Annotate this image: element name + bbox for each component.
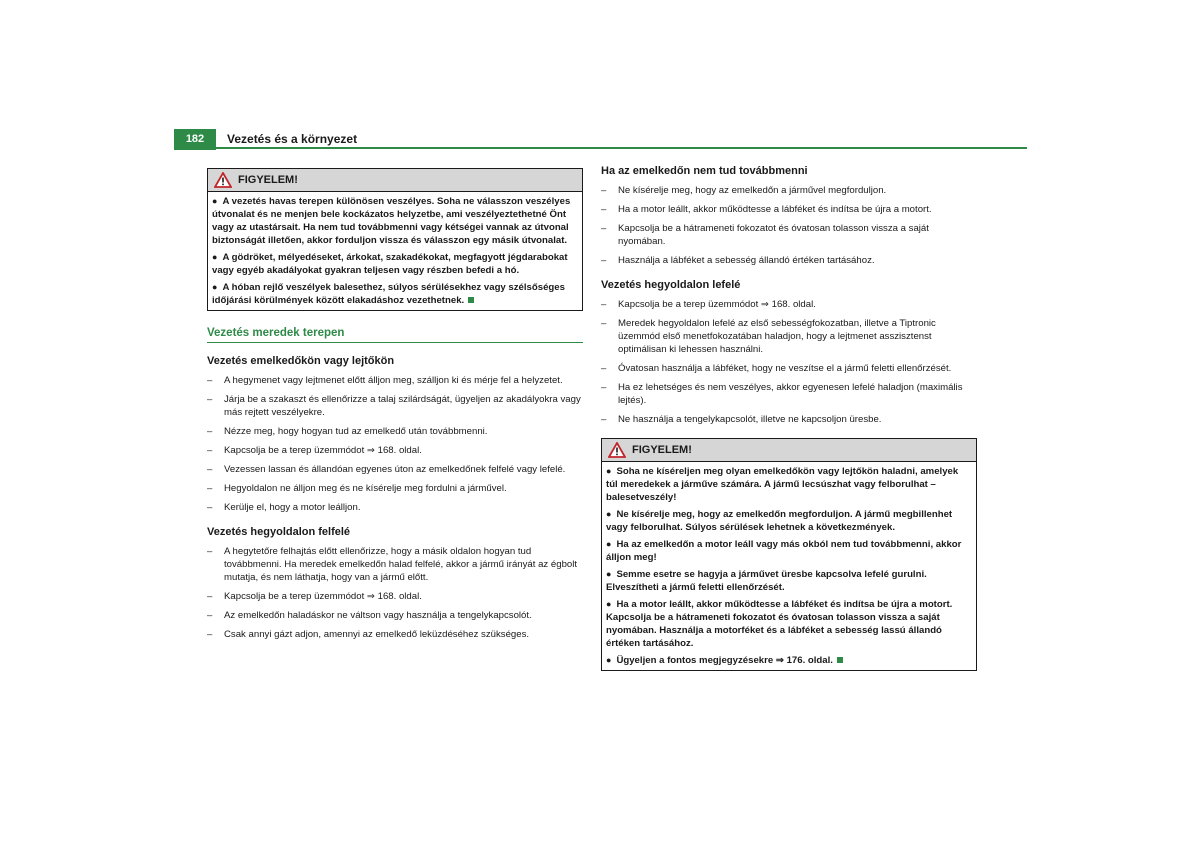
- page-number: 182: [174, 129, 216, 150]
- list-item: – Vezessen lassan és állandóan egyenes úton az emelkedőnek felfelé vagy lefelé.: [207, 463, 583, 476]
- bullet-icon: ●: [212, 252, 218, 262]
- list-item: – A hegytetőre felhajtás előtt ellenőrizze, hogy a másik oldalon hogyan tud továbbmenni. Ha meredek emelkedőn halad felfelé, akkor a jármű irányát az égbolt mutatja, és nem láthatja, hogy van a jármű előtt.: [207, 545, 583, 584]
- warning-item: ● A vezetés havas terepen különösen veszélyes. Soha ne válasszon veszélyes útvonalat és ne menjen bele kockázatos helyzetbe, ami veszélyeztethetné Önt vagy az utastársait. Ha nem tud továbbmenni vagy kétségei vannak az útvonal biztonságát illetően, akkor forduljon vissza és válasszon egy másik útvonalat.: [212, 196, 571, 246]
- list-item: – Ne kísérelje meg, hogy az emelkedőn a járművel megforduljon.: [601, 184, 977, 197]
- bullet-icon: ●: [212, 196, 218, 206]
- warning-item: ● Ha az emelkedőn a motor leáll vagy más okból nem tud továbbmenni, akkor álljon meg!: [606, 539, 962, 563]
- warning-item: ● Semme esetre se hagyja a járművet üresbe kapcsolva lefelé gurulni. Elveszítheti a jármű feletti ellenőrzését.: [606, 569, 927, 593]
- end-square-icon: [468, 297, 474, 303]
- warning-item: ● A hóban rejlő veszélyek balesethez, súlyos sérülésekhez vagy szélsőséges időjárási körülmények között elakadáshoz vezethetnek.: [212, 282, 565, 306]
- chapter-title: Vezetés és a környezet: [227, 132, 358, 146]
- warning-box-snow: [207, 168, 583, 311]
- list-item: – Csak annyi gázt adjon, amennyi az emelkedő leküzdéséhez szükséges.: [207, 628, 583, 641]
- list-item: – Kapcsolja be a terep üzemmódot ⇒ 168. oldal.: [601, 298, 977, 311]
- list-item: – Ne használja a tengelykapcsolót, illetve ne kapcsoljon üresbe.: [601, 413, 977, 426]
- subsection-title: Vezetés emelkedőkön vagy lejtőkön: [207, 355, 395, 367]
- bullet-icon: ●: [606, 655, 612, 665]
- list-item: – Ha a motor leállt, akkor működtesse a lábféket és indítsa be újra a motort.: [601, 203, 977, 216]
- warning-header: [208, 169, 582, 192]
- right-column: [601, 165, 977, 687]
- subsection-title: Vezetés hegyoldalon lefelé: [601, 279, 741, 291]
- list-item: – Hegyoldalon ne álljon meg és ne kísérelje meg fordulni a járművel.: [207, 482, 583, 495]
- bullet-icon: ●: [606, 539, 612, 549]
- bullet-icon: ●: [606, 569, 612, 579]
- dash-list: [207, 374, 583, 514]
- warning-triangle-icon: [214, 172, 232, 188]
- left-column: [207, 168, 583, 653]
- list-item: – Az emelkedőn haladáskor ne váltson vagy használja a tengelykapcsolót.: [207, 609, 583, 622]
- bullet-icon: ●: [606, 599, 612, 609]
- subsection-title: Vezetés hegyoldalon felfelé: [207, 526, 351, 538]
- warning-title: FIGYELEM!: [238, 173, 298, 186]
- warning-title: FIGYELEM!: [632, 443, 692, 456]
- header-rule: [216, 147, 1027, 149]
- warning-item: ● A gödröket, mélyedéseket, árkokat, szakadékokat, megfagyott jégdarabokat vagy egyéb akadályokat gyakran teljesen vagy részben befedi a hó.: [212, 252, 568, 276]
- bullet-icon: ●: [606, 466, 612, 476]
- dash-list: [207, 545, 583, 641]
- list-item: – Meredek hegyoldalon lefelé az első sebességfokozatban, illetve a Tiptronic üzemmód első menetfokozatában haladjon, hogy a lejtmenet asszisztenst optimálisan ki lehessen használni.: [601, 317, 977, 356]
- dash-list: [601, 298, 977, 426]
- bullet-icon: ●: [606, 509, 612, 519]
- warning-body: [602, 462, 976, 670]
- warning-item: ● Ne kísérelje meg, hogy az emelkedőn megforduljon. A jármű megbillenhet vagy felborulhat. Súlyos sérülések lehetnek a következmények.: [606, 509, 953, 533]
- list-item: – Nézze meg, hogy hogyan tud az emelkedő után továbbmenni.: [207, 425, 583, 438]
- list-item: – Kerülje el, hogy a motor leálljon.: [207, 501, 583, 514]
- warning-box-slopes: [601, 438, 977, 671]
- list-item: – A hegymenet vagy lejtmenet előtt álljon meg, szálljon ki és mérje fel a helyzetet.: [207, 374, 583, 387]
- warning-item: ● Ügyeljen a fontos megjegyzésekre ⇒ 176. oldal.: [606, 654, 972, 667]
- list-item: – Kapcsolja be a hátrameneti fokozatot és óvatosan tolasson vissza a saját nyomában.: [601, 222, 977, 248]
- warning-triangle-icon: [608, 442, 626, 458]
- warning-item: ● Ha a motor leállt, akkor működtesse a lábféket és indítsa be újra a motort. Kapcsolja be a hátrameneti fokozatot és óvatosan tolasson vissza a saját nyomában. Használja a motorféket és a lábféket a sebesség lassú állandó értéken tartásához.: [606, 599, 953, 649]
- bullet-icon: ●: [212, 282, 218, 292]
- warning-header: [602, 439, 976, 462]
- warning-body: [208, 192, 582, 310]
- subsection-title: Ha az emelkedőn nem tud továbbmenni: [601, 165, 808, 177]
- list-item: – Kapcsolja be a terep üzemmódot ⇒ 168. oldal.: [207, 444, 583, 457]
- dash-list: [601, 184, 977, 267]
- list-item: – Kapcsolja be a terep üzemmódot ⇒ 168. oldal.: [207, 590, 583, 603]
- list-item: – Óvatosan használja a lábféket, hogy ne veszítse el a jármű feletti ellenőrzését.: [601, 362, 977, 375]
- section-title: Vezetés meredek terepen: [207, 327, 583, 343]
- list-item: – Ha ez lehetséges és nem veszélyes, akkor egyenesen lefelé haladjon (maximális lejtés).: [601, 381, 977, 407]
- list-item: – Használja a lábféket a sebesség állandó értéken tartásához.: [601, 254, 977, 267]
- list-item: – Járja be a szakaszt és ellenőrizze a talaj szilárdságát, ügyeljen az akadályokra vagy más rejtett veszélyekre.: [207, 393, 583, 419]
- end-square-icon: [837, 657, 843, 663]
- warning-item: ● Soha ne kíséreljen meg olyan emelkedőkön vagy lejtőkön haladni, amelyek túl meredekek a járműve számára. A jármű lecsúszhat vagy felborulhat – balesetveszély!: [606, 466, 959, 503]
